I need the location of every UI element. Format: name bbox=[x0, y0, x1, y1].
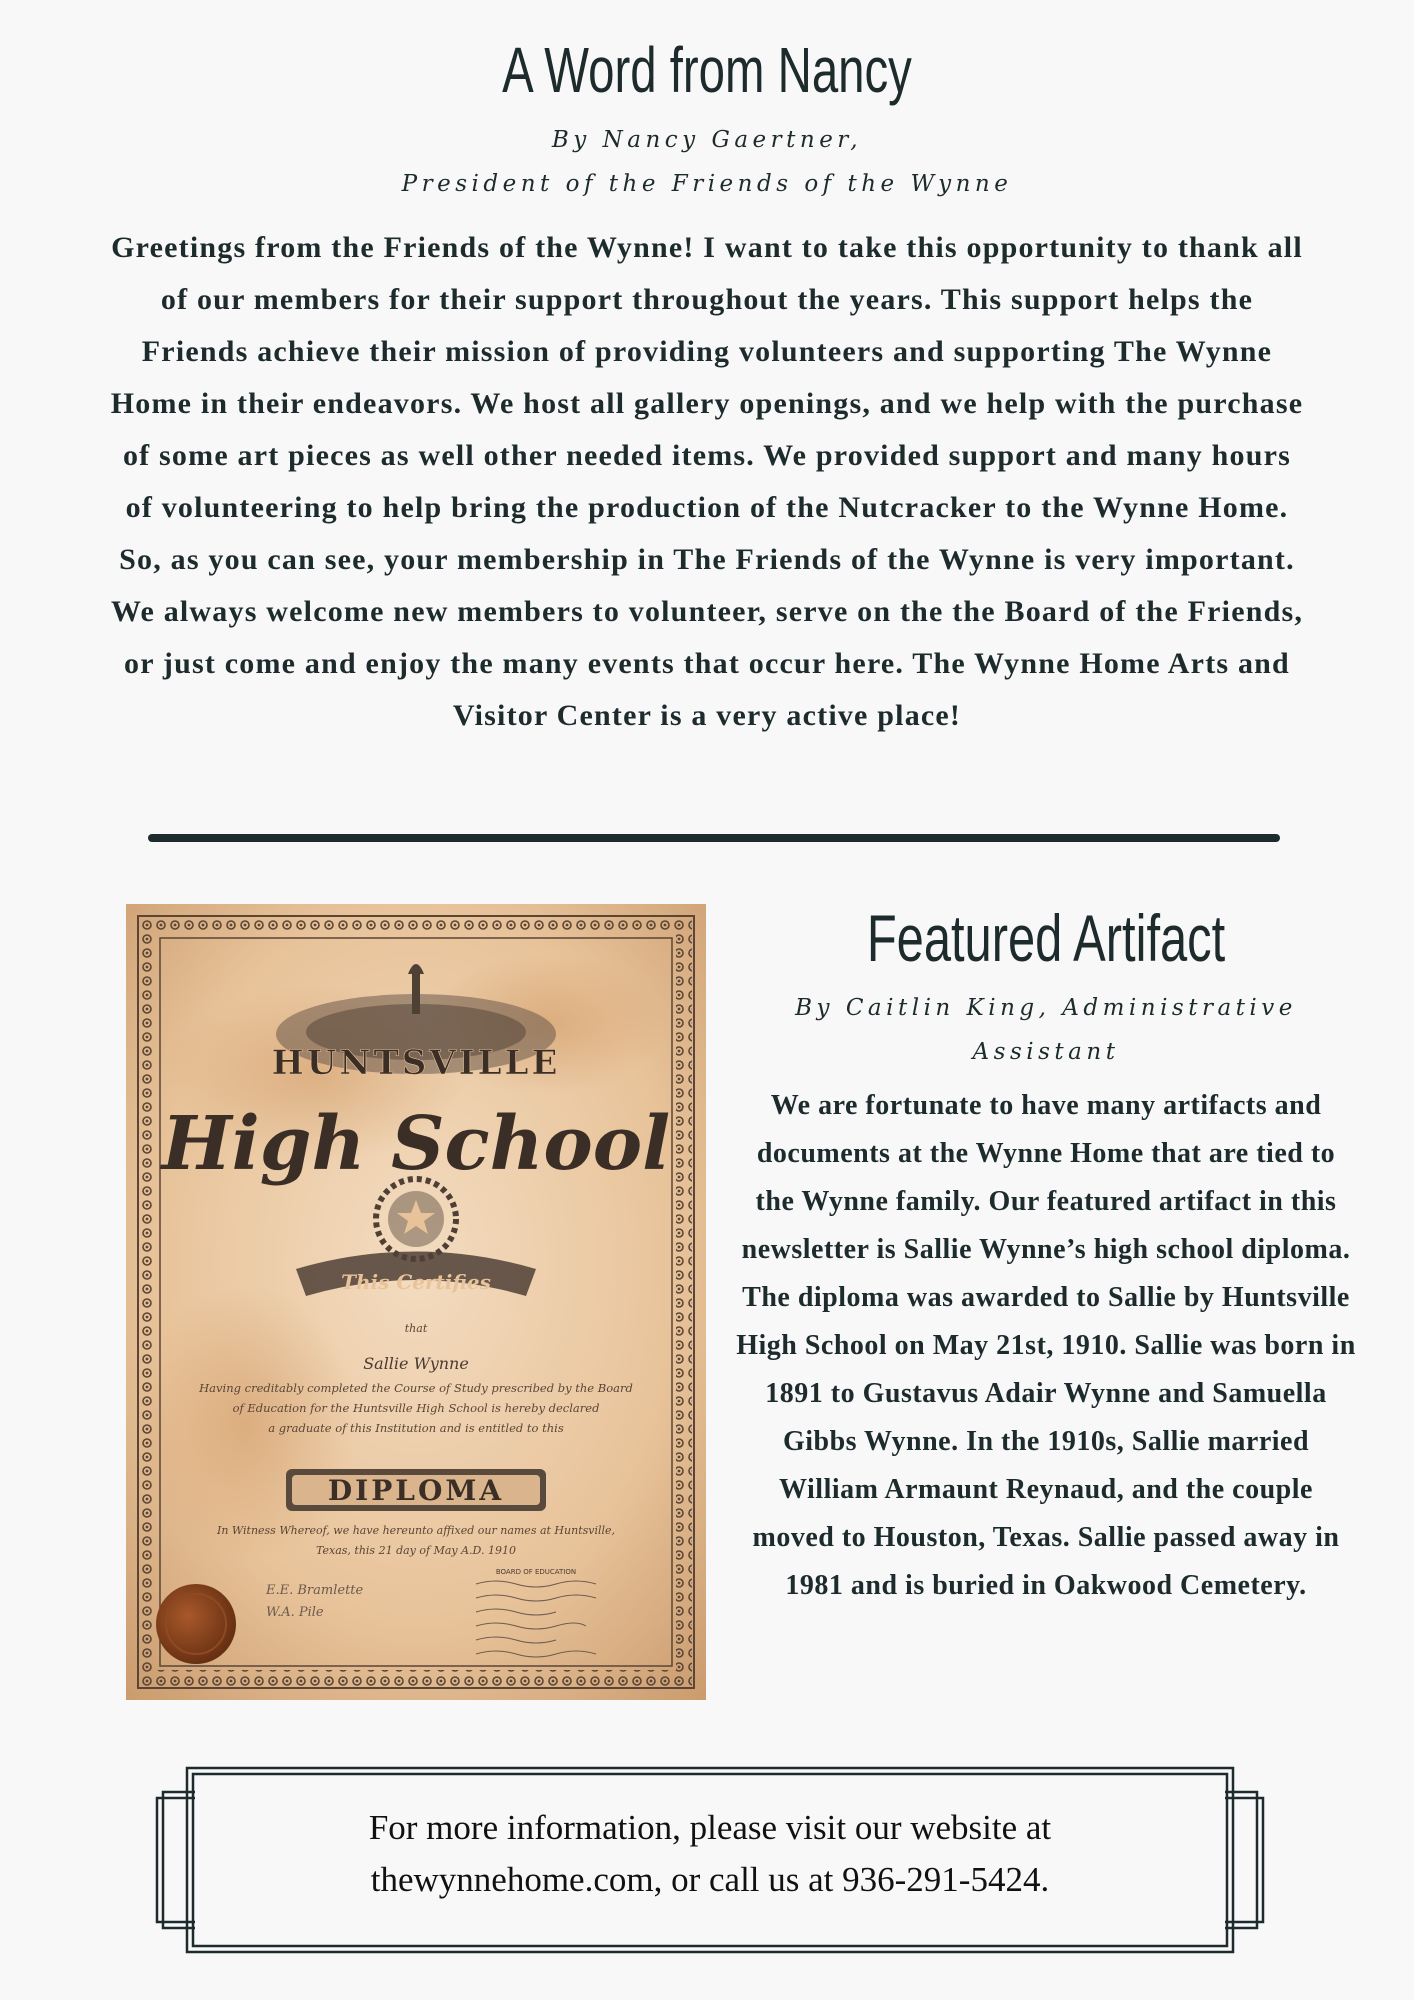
diploma-board-label: BOARD OF EDUCATION bbox=[495, 1568, 577, 1576]
artifact-description: We are fortunate to have many artifacts and documents at the Wynne Home that are tied to the Wynne family. Our featured artifact in this newsletter is Sallie Wynne’s high school diploma. The diploma was awarded to Sallie by Huntsville High School on May 21st, 1910. Sallie was born in 1891 to Gustavus Adair Wynne and Samuella Gibbs Wynne. In the 1910s, Sallie married William Armaunt Reynaud, and the couple moved to Houston, Texas. Sallie passed away in 1981 and is buried in Oakwood Cemetery. bbox=[736, 1090, 1356, 1601]
artifact-section-title: Featured Artifact bbox=[866, 901, 1226, 975]
contact-box bbox=[155, 1766, 1265, 1954]
diploma-statement-3: a graduate of this Institution and is entitled to this bbox=[268, 1421, 564, 1435]
diploma-plaque bbox=[286, 1469, 546, 1511]
diploma-wreath-emblem bbox=[376, 1179, 456, 1259]
contact-line-1: For more information, please visit our website at bbox=[368, 1808, 1052, 1847]
diploma-recipient: Sallie Wynne bbox=[363, 1354, 469, 1373]
contact-line-2: thewynnehome.com, or call us at 936-291-5424. bbox=[370, 1860, 1050, 1899]
diploma-seal bbox=[156, 1584, 236, 1664]
section-divider bbox=[148, 834, 1280, 842]
diploma-school-name: HUNTSVILLE bbox=[271, 1043, 561, 1083]
nancy-greeting-text: Greetings from the Friends of the Wynne! I want to take this opportunity to thank all of our members for their support throughout the years. This support helps the Friends achieve their mission of providing volunteers and supporting The Wynne Home in their endeavors. We host all gallery openings, and we help with the purchase of some art pieces as well other needed items. We provided support and many hours of volunteering to help bring the production of the Nutcracker to the Wynne Home. So, as you can see, your membership in The Friends of the Wynne is very important. We always welcome new members to volunteer, serve on the the Board of the Friends, or just come and enjoy the many events that occur here. The Wynne Home Arts and Visitor Center is a very active place! bbox=[110, 231, 1304, 732]
diploma-statement-2: of Education for the Huntsville High School is hereby declared bbox=[232, 1401, 600, 1415]
nancy-section-title: A Word from Nancy bbox=[502, 34, 912, 106]
nancy-byline-role: President of the Friends of the Wynne bbox=[401, 171, 1013, 197]
contact-text bbox=[155, 1802, 1265, 1906]
diploma-photo bbox=[126, 904, 706, 1700]
diploma-award: DIPLOMA bbox=[327, 1474, 505, 1507]
diploma-high-school: High School bbox=[161, 1101, 671, 1187]
diploma-statement-1: Having creditably completed the Course of Study prescribed by the Board bbox=[199, 1381, 633, 1395]
diploma-witness-2: Texas, this 21 day of May A.D. 1910 bbox=[316, 1544, 516, 1557]
nancy-byline bbox=[0, 118, 1414, 206]
artifact-byline bbox=[750, 986, 1342, 1074]
diploma-witness-1: In Witness Whereof, we have hereunto affixed our names at Huntsville, bbox=[216, 1524, 616, 1537]
artifact-byline-role: Assistant bbox=[972, 1039, 1120, 1065]
diploma-that: that bbox=[404, 1322, 428, 1335]
artifact-byline-name: By Caitlin King, Administrative bbox=[795, 995, 1297, 1021]
diploma-this-certifies: This Certifies bbox=[341, 1270, 491, 1294]
diploma-signature-2: W.A. Pile bbox=[266, 1605, 324, 1620]
diploma-signature-1: E.E. Bramlette bbox=[266, 1583, 364, 1598]
nancy-byline-name: By Nancy Gaertner, bbox=[551, 127, 863, 153]
